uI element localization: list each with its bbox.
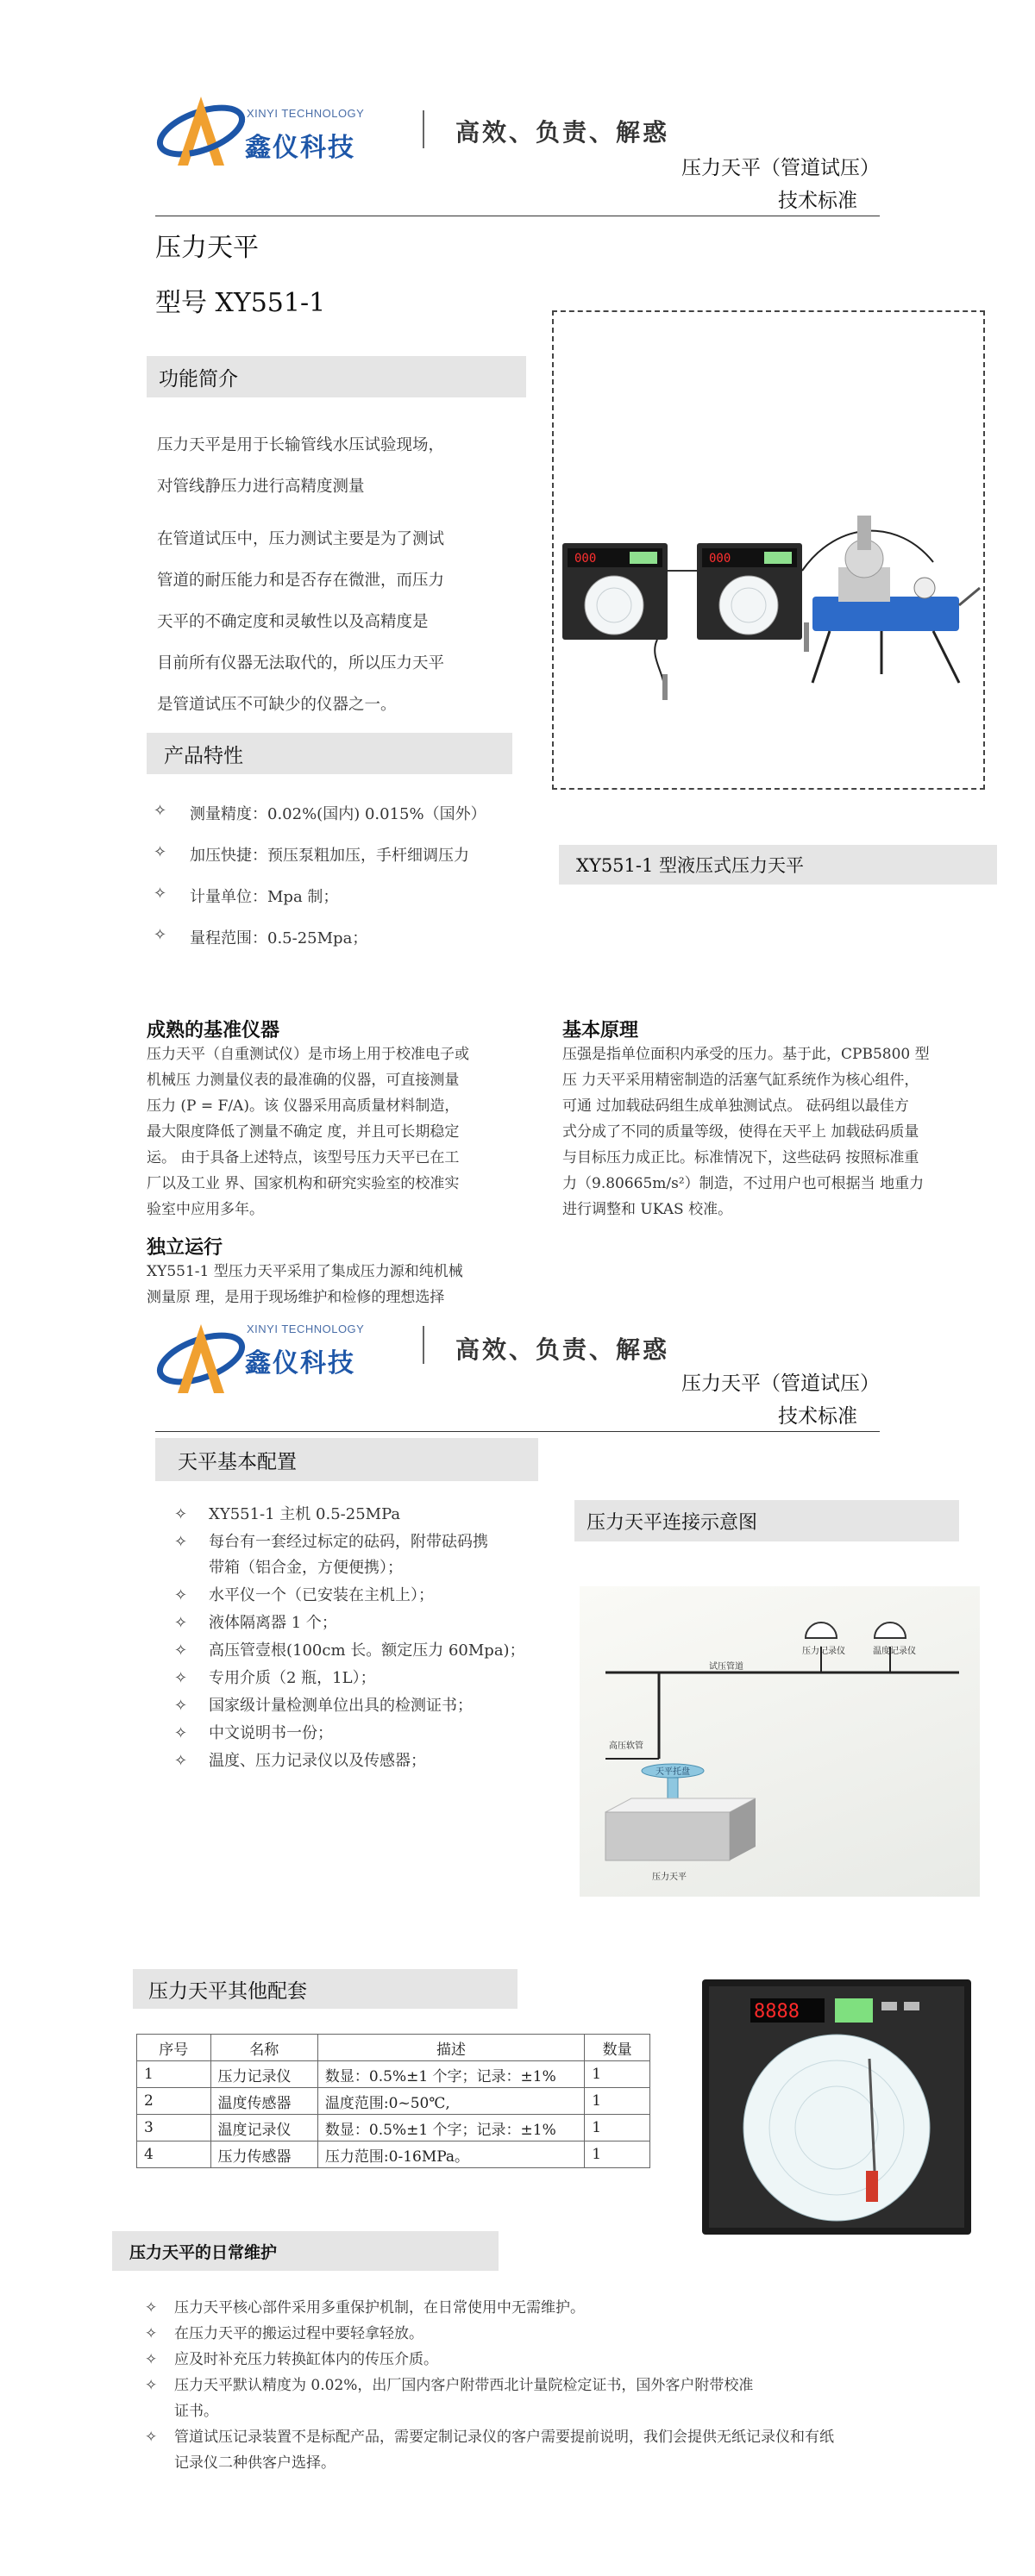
diamond-bullet-icon: ✧ [154,885,167,903]
diamond-bullet-icon: ✧ [174,1669,188,1687]
table-row: 4 压力传感器 压力范围:0-16MPa。 1 [137,2141,650,2168]
config-item: ✧ 温度、压力记录仪以及传感器； [174,1748,562,1774]
header-rule [155,1431,880,1432]
independent-text: XY551-1 型压力天平采用了集成压力源和纯机械 测量原 理，是用于现场维护和检修的理想选择 [147,1263,463,1306]
intro-heading: 功能简介 [147,356,526,397]
logo-divider [423,1326,424,1364]
maintenance-item: ✧ 管道试压记录装置不是标配产品，需要定制记录仪的客户需要提前说明，我们会提供无纸记录仪和有纸 记录仪二种供客户选择。 [145,2424,921,2476]
config-item: ✧ 水平仪一个（已安装在主机上）； [174,1583,562,1609]
features-heading: 产品特性 [147,733,512,774]
diamond-bullet-icon: ✧ [145,2299,158,2317]
diagram-heading: 压力天平连接示意图 [574,1500,959,1541]
diamond-bullet-icon: ✧ [154,843,167,861]
independent-heading: 独立运行 [147,1236,223,1259]
header-subtitle: 压力天平（管道试压） [681,1372,880,1395]
config-item: ✧ 每台有一套经过标定的砝码，附带砝码携 带箱（铝合金，方便便携）； [174,1529,562,1581]
maintenance-item: ✧ 压力天平默认精度为 0.02%，出厂国内客户附带西北计量院检定证书，国外客户附带校准 证书。 [145,2373,921,2424]
logo-divider [423,110,424,148]
intro-paragraph-1 [157,425,444,508]
diagram-label: 压力记录仪 [802,1647,845,1656]
maintenance-item: ✧ 在压力天平的搬运过程中要轻拿轻放。 [145,2321,921,2347]
diagram-label: 试压管道 [709,1662,743,1672]
diamond-bullet-icon: ✧ [145,2377,158,2394]
features-list [154,802,550,967]
intro-paragraph-2 [157,519,444,726]
config-item: ✧ 中文说明书一份； [174,1721,562,1747]
diamond-bullet-icon: ✧ [174,1533,188,1551]
accessories-heading: 压力天平其他配套 [133,1969,518,2009]
config-item: ✧ 液体隔离器 1 个； [174,1610,562,1636]
slogan: 高效、负责、解惑 [455,118,670,147]
recorder-photo [697,1973,976,2240]
intro-line: 管道的耐压能力和是否存在微泄，而压力 [157,572,445,590]
intro-line: 天平的不确定度和灵敏性以及高精度是 [157,613,429,631]
table-header-row [137,2035,650,2061]
column-header: 数量 [585,2035,650,2061]
connection-diagram [580,1586,980,1897]
intro-line: 压力天平是用于长输管线水压试验现场， [157,436,445,454]
product-photo-frame [552,310,985,790]
product-model: 型号 XY551-1 [155,288,326,318]
maintenance-list [145,2295,921,2476]
diamond-bullet-icon: ✧ [145,2429,158,2446]
maintenance-heading: 压力天平的日常维护 [112,2231,499,2271]
maintenance-item: ✧ 应及时补充压力转换缸体内的传压介质。 [145,2347,921,2373]
header-standard: 技术标准 [778,1405,857,1428]
config-list [174,1502,562,1776]
intro-line: 目前所有仪器无法取代的，所以压力天平 [157,654,445,672]
header-standard: 技术标准 [778,190,857,212]
feature-item: ✧ 量程范围：0.5-25Mpa； [154,926,368,947]
recorder-display: 000 [709,552,731,566]
diamond-bullet-icon: ✧ [145,2351,158,2368]
table-row: 2 温度传感器 温度范围:0~50℃, 1 [137,2088,650,2115]
product-photo [554,312,983,788]
maintenance-item: ✧ 压力天平核心部件采用多重保护机制，在日常使用中无需维护。 [145,2295,921,2321]
diagram-label: 压力天平 [652,1873,687,1882]
header-top [0,0,1035,224]
slogan: 高效、负责、解惑 [455,1335,670,1364]
logo-chinese: 鑫仪科技 [245,1349,355,1378]
diagram-label: 高压软管 [609,1741,643,1751]
config-item: ✧ 专用介质（2 瓶，1L）； [174,1666,562,1691]
header-second [0,1310,1035,1440]
diamond-bullet-icon: ✧ [154,802,167,820]
benchmark-heading: 成熟的基准仪器 [147,1019,280,1041]
recorder-display: 8888 [754,2001,800,2023]
config-item: ✧ 国家级计量检测单位出具的检测证书； [174,1693,562,1719]
diamond-bullet-icon: ✧ [174,1614,188,1632]
diamond-bullet-icon: ✧ [174,1724,188,1742]
benchmark-text: 压力天平（自重测试仪）是市场上用于校准电子或 机械压 力测量仪表的最准确的仪器，可直接测量 压力 (P = F/A)。该 仪器采用高质量材料制造， 最大限度降低了测量不确定 度，并且可长期稳定 运。 由于具备上述特点，该型号压力天平已在工 厂以及工业 界、国家机构和研究实验室的校准实 验室中应用多年。 [147,1046,469,1218]
accessories-table [136,2034,650,2168]
logo-icon [154,1314,248,1400]
diagram-label: 温度记录仪 [873,1647,916,1656]
config-item: ✧ 高压管壹根(100cm 长。额定压力 60Mpa)； [174,1638,562,1664]
feature-item: ✧ 测量精度：0.02%(国内) 0.015%（国外） [154,802,486,823]
diamond-bullet-icon: ✧ [174,1752,188,1770]
table-row: 1 压力记录仪 数显：0.5%±1 个字；记录：±1% 1 [137,2061,650,2088]
diagram-label: 天平托盘 [656,1767,690,1777]
intro-line: 在管道试压中，压力测试主要是为了测试 [157,530,445,548]
diamond-bullet-icon: ✧ [174,1586,188,1604]
column-header: 序号 [137,2035,211,2061]
principle-heading: 基本原理 [562,1019,639,1041]
column-header: 名称 [210,2035,317,2061]
logo-english: XINYI TECHNOLOGY [247,1322,365,1335]
table-row: 3 温度记录仪 数显：0.5%±1 个字；记录：±1% 1 [137,2115,650,2141]
recorder-display: 000 [574,552,597,566]
diamond-bullet-icon: ✧ [174,1697,188,1715]
config-item: ✧ XY551-1 主机 0.5-25MPa [174,1502,562,1528]
intro-line: 对管线静压力进行高精度测量 [157,478,365,496]
product-title: 压力天平 [155,233,259,263]
feature-item: ✧ 计量单位：Mpa 制； [154,885,339,906]
diamond-bullet-icon: ✧ [174,1505,188,1523]
intro-line: 是管道试压不可缺少的仪器之一。 [157,696,397,714]
feature-item: ✧ 加压快捷：预压泵粗加压，手杆细调压力 [154,843,469,865]
principle-text: 压强是指单位面积内承受的压力。基于此，CPB5800 型 压 力天平采用精密制造的活塞气缸系统作为核心组件， 可通 过加载砝码组生成单独测试点。 砝码组以最佳方 式分成了不同的质量等级，使得在天平上 加载砝码质量 与目标压力成正比。标准情况下，这些砝码 按照标准重 力（9.80665m/s²）制造，不过用户也可根据当 地重力 进行调整和 UKAS 校准。 [562,1046,930,1218]
logo-chinese: 鑫仪科技 [245,134,355,162]
header-subtitle: 压力天平（管道试压） [681,157,880,179]
config-heading: 天平基本配置 [155,1438,538,1481]
logo-icon [154,86,248,172]
diamond-bullet-icon: ✧ [174,1641,188,1660]
logo-english: XINYI TECHNOLOGY [247,107,365,120]
product-photo-caption: XY551-1 型液压式压力天平 [559,845,997,885]
diamond-bullet-icon: ✧ [145,2325,158,2342]
diamond-bullet-icon: ✧ [154,926,167,944]
column-header: 描述 [317,2035,584,2061]
